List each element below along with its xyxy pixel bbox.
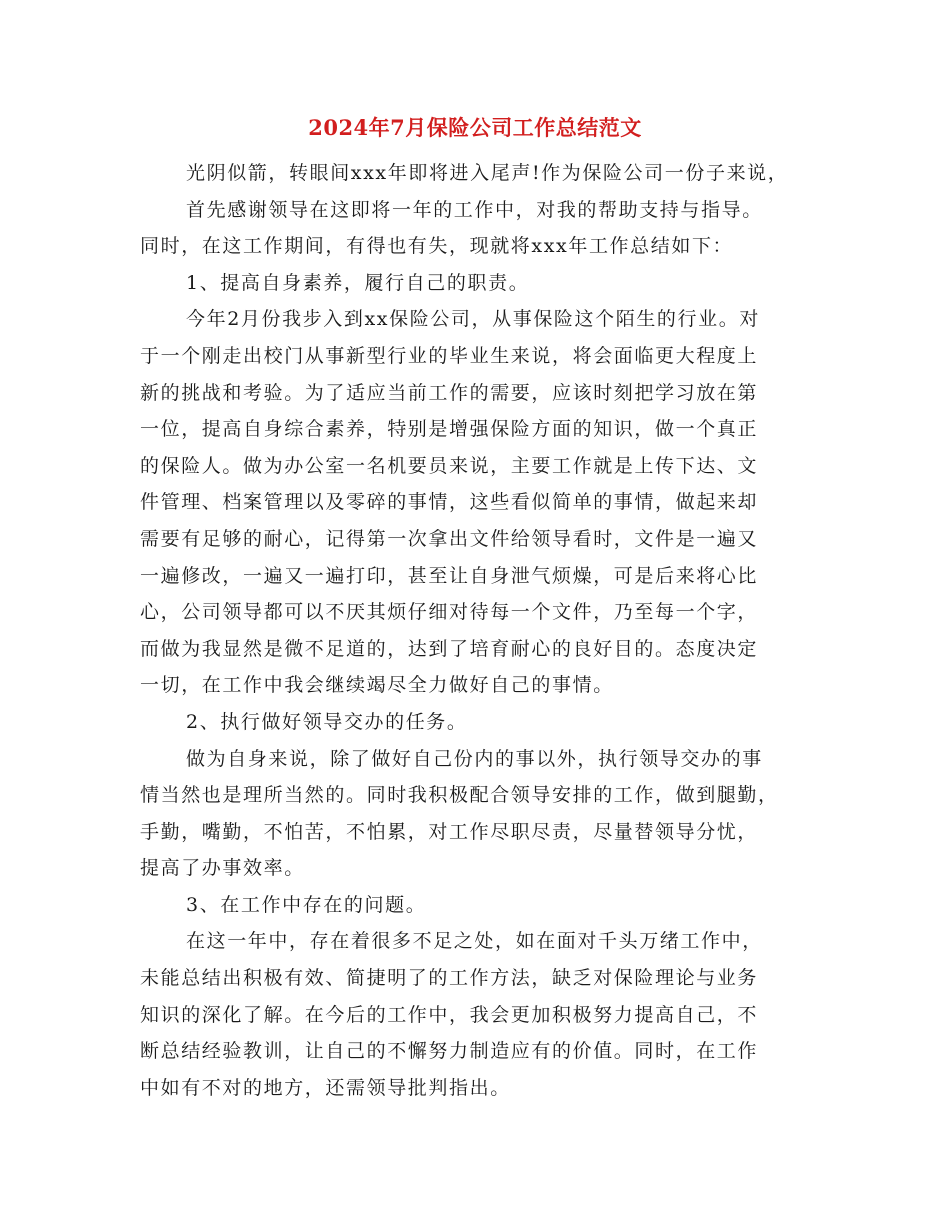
body-line: 情当然也是理所当然的。同时我积极配合领导安排的工作，做到腿勤， bbox=[140, 784, 779, 807]
body-line: 心，公司领导都可以不厌其烦仔细对待每一个文件，乃至每一个字， bbox=[140, 601, 759, 624]
body-line: 一遍修改，一遍又一遍打印，甚至让自身泄气烦燥，可是后来将心比 bbox=[140, 564, 759, 587]
body-line: 断总结经验教训，让自己的不懈努力制造应有的价值。同时，在工作 bbox=[140, 1040, 759, 1063]
body-line: 手勤，嘴勤，不怕苦，不怕累，对工作尽职尽责，尽量替领导分忧， bbox=[140, 820, 759, 843]
section-heading-1: 1、提高自身素养，履行自己的职责。 bbox=[186, 271, 530, 294]
section-heading-3: 3、在工作中存在的问题。 bbox=[186, 893, 427, 916]
body-line: 做为自身来说，除了做好自己份内的事以外，执行领导交办的事 bbox=[186, 747, 763, 770]
body-line: 中如有不对的地方，还需领导批判指出。 bbox=[140, 1076, 511, 1099]
body-line: 新的挑战和考验。为了适应当前工作的需要，应该时刻把学习放在第 bbox=[140, 381, 759, 404]
body-line: 光阴似箭，转眼间xxx年即将进入尾声!作为保险公司一份子来说， bbox=[186, 162, 789, 184]
body-line: 而做为我显然是微不足道的，达到了培育耐心的良好目的。态度决定 bbox=[140, 637, 759, 660]
section-heading-2: 2、执行做好领导交办的任务。 bbox=[186, 710, 468, 733]
body-line: 件管理、档案管理以及零碎的事情，这些看似简单的事情，做起来却 bbox=[140, 491, 759, 514]
body-line: 未能总结出积极有效、简捷明了的工作方法，缺乏对保险理论与业务 bbox=[140, 967, 759, 990]
body-line: 一位，提高自身综合素养，特别是增强保险方面的知识，做一个真正 bbox=[140, 418, 759, 441]
body-line: 同时，在这工作期间，有得也有失，现就将xxx年工作总结如下： bbox=[140, 235, 734, 258]
body-line: 提高了办事效率。 bbox=[140, 857, 305, 880]
body-line: 知识的深化了解。在今后的工作中，我会更加积极努力提高自己，不 bbox=[140, 1003, 759, 1026]
body-line: 需要有足够的耐心，记得第一次拿出文件给领导看时，文件是一遍又 bbox=[140, 527, 759, 550]
body-line: 首先感谢领导在这即将一年的工作中，对我的帮助支持与指导。 bbox=[186, 198, 763, 221]
document-title: 2024年7月保险公司工作总结范文 bbox=[308, 115, 642, 140]
body-line: 一切，在工作中我会继续竭尽全力做好自己的事情。 bbox=[140, 674, 614, 697]
body-line: 今年2月份我步入到xx保险公司，从事保险这个陌生的行业。对 bbox=[186, 308, 760, 331]
body-line: 于一个刚走出校门从事新型行业的毕业生来说，将会面临更大程度上 bbox=[140, 344, 759, 367]
document-body bbox=[140, 155, 820, 1106]
body-line: 在这一年中，存在着很多不足之处，如在面对千头万绪工作中， bbox=[186, 930, 763, 953]
body-line: 的保险人。做为办公室一名机要员来说，主要工作就是上传下达、文 bbox=[140, 454, 759, 477]
